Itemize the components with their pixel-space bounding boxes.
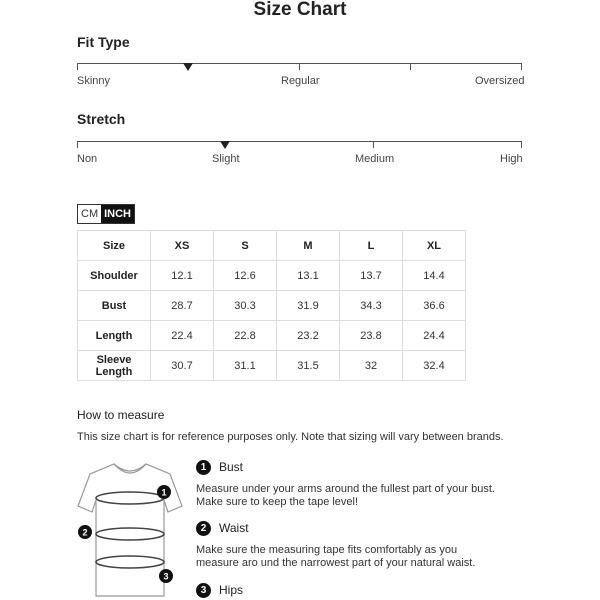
fit-type-label-oversized: Oversized	[475, 75, 525, 87]
step-name: Hips	[219, 583, 244, 597]
stretch-tick	[373, 141, 374, 148]
diagram-marker-2-text: 2	[82, 527, 88, 538]
table-header-cell: Size	[78, 231, 151, 261]
diagram-marker-1-text: 1	[161, 487, 167, 498]
table-cell: 32	[340, 351, 403, 381]
table-cell: 12.6	[214, 261, 277, 291]
unit-toggle	[77, 204, 135, 224]
table-cell: 12.1	[151, 261, 214, 291]
table-row-label: Length	[78, 321, 151, 351]
step-number-badge: 3	[196, 583, 211, 598]
stretch-tick	[521, 141, 522, 148]
table-cell: 31.5	[277, 351, 340, 381]
stretch-pointer	[220, 141, 230, 149]
stretch-label-non: Non	[77, 153, 98, 165]
table-header-cell: M	[277, 231, 340, 261]
table-header-row	[78, 231, 466, 261]
fit-type-tick	[521, 63, 522, 70]
table-cell: 31.9	[277, 291, 340, 321]
stretch-label-medium: Medium	[355, 153, 395, 165]
table-cell: 13.7	[340, 261, 403, 291]
table-header-cell: L	[340, 231, 403, 261]
fit-type-tick	[299, 63, 300, 70]
table-cell: 30.3	[214, 291, 277, 321]
page-title: Size Chart	[253, 0, 347, 20]
size-table	[77, 230, 466, 381]
table-cell: 36.6	[403, 291, 466, 321]
table-cell: 24.4	[403, 321, 466, 351]
table-row-label: Bust	[78, 291, 151, 321]
table-row-label: Sleeve Length	[78, 351, 151, 381]
table-header-cell: S	[214, 231, 277, 261]
fit-type-label-skinny: Skinny	[77, 75, 111, 87]
stretch-scale	[77, 141, 522, 149]
step-name: Bust	[219, 460, 244, 474]
unit-inch-button[interactable]: INCH	[101, 205, 134, 223]
table-cell: 23.8	[340, 321, 403, 351]
tshirt-diagram	[74, 456, 186, 600]
table-cell: 14.4	[403, 261, 466, 291]
table-cell: 30.7	[151, 351, 214, 381]
fit-type-tick	[77, 63, 78, 70]
table-row	[78, 321, 466, 351]
unit-cm-button[interactable]: CM	[78, 205, 101, 223]
table-cell: 28.7	[151, 291, 214, 321]
how-to-measure-title: How to measure	[77, 408, 165, 422]
step-name: Waist	[219, 521, 249, 535]
table-row	[78, 261, 466, 291]
step-number-badge: 2	[196, 521, 211, 536]
step-description: Make sure the measuring tape fits comfortably as you measure aro und the narrowest part of your natural waist.	[196, 544, 476, 569]
fit-type-title: Fit Type	[77, 34, 130, 50]
table-header-cell: XL	[403, 231, 466, 261]
table-cell: 32.4	[403, 351, 466, 381]
stretch-title: Stretch	[77, 111, 126, 127]
table-cell: 31.1	[214, 351, 277, 381]
diagram-marker-2	[78, 525, 92, 539]
table-header-cell: XS	[151, 231, 214, 261]
fit-type-scale	[77, 63, 522, 71]
stretch-label-slight: Slight	[212, 153, 240, 165]
stretch-line	[77, 141, 522, 142]
diagram-marker-1	[157, 485, 171, 499]
step-number-badge: 1	[196, 460, 211, 475]
stretch-label-high: High	[500, 153, 523, 165]
diagram-marker-3	[159, 569, 173, 583]
table-row	[78, 351, 466, 381]
step-description: Measure under your arms around the fullest part of your bust. Make sure to keep the tape level!	[196, 483, 495, 508]
how-to-measure-note: This size chart is for reference purposes only. Note that sizing will vary between brands.	[77, 431, 504, 443]
table-row-label: Shoulder	[78, 261, 151, 291]
table-cell: 22.8	[214, 321, 277, 351]
table-row	[78, 291, 466, 321]
table-cell: 23.2	[277, 321, 340, 351]
fit-type-tick	[410, 63, 411, 70]
diagram-marker-3-text: 3	[163, 571, 169, 582]
table-cell: 13.1	[277, 261, 340, 291]
fit-type-pointer	[183, 63, 193, 71]
stretch-tick	[77, 141, 78, 148]
fit-type-label-regular: Regular	[281, 75, 320, 87]
table-cell: 34.3	[340, 291, 403, 321]
table-cell: 22.4	[151, 321, 214, 351]
